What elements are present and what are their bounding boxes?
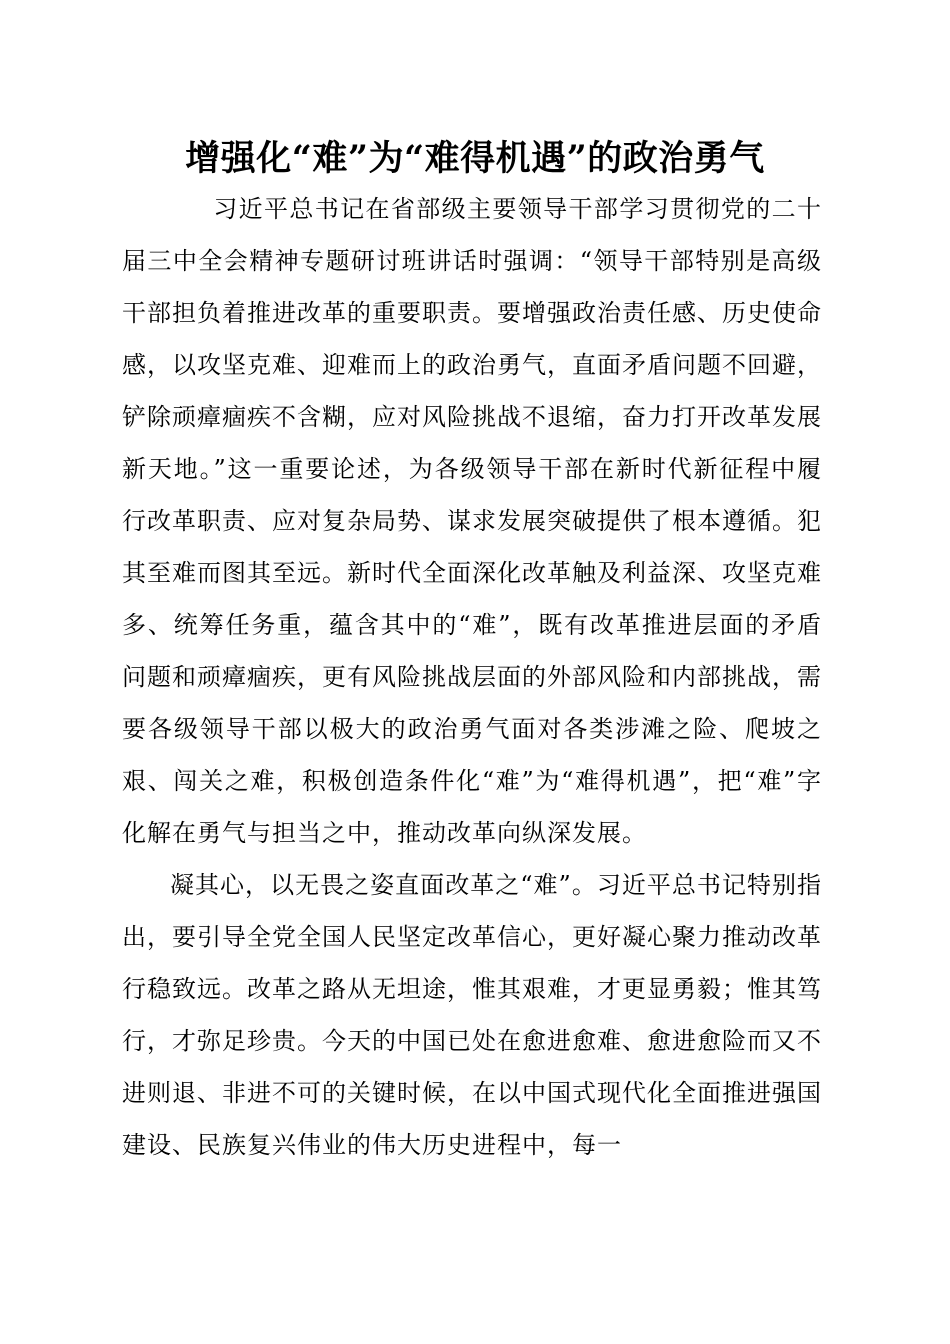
- document-body: [122, 183, 822, 1171]
- paragraph-2: 凝其心，以无畏之姿直面改革之“难”。习近平总书记特别指出，要引导全党全国人民坚定改革信心，更好凝心聚力推动改革行稳致远。改革之路从无坦途，惟其艰难，才更显勇毅；惟其笃行，才弥足珍贵。今天的中国已处在愈进愈难、愈进愈险而又不进则退、非进不可的关键时候，在以中国式现代化全面推进强国建设、民族复兴伟业的伟大历史进程中，每一: [122, 871, 822, 1159]
- document-title: 增强化“难”为“难得机遇”的政治勇气: [185, 138, 765, 179]
- paragraph-1: 习近平总书记在省部级主要领导干部学习贯彻党的二十届三中全会精神专题研讨班讲话时强调：“领导干部特别是高级干部担负着推进改革的重要职责。要增强政治责任感、历史使命感，以攻坚克难、迎难而上的政治勇气，直面矛盾问题不回避，铲除顽瘴痼疾不含糊，应对风险挑战不退缩，奋力打开改革发展新天地。”这一重要论述，为各级领导干部在新时代新征程中履行改革职责、应对复杂局势、谋求发展突破提供了根本遵循。犯其至难而图其至远。新时代全面深化改革触及利益深、攻坚克难多、统筹任务重，蕴含其中的“难”，既有改革推进层面的矛盾问题和顽瘴痼疾，更有风险挑战层面的外部风险和内部挑战，需要各级领导干部以极大的政治勇气面对各类涉滩之险、爬坡之艰、闯关之难，积极创造条件化“难”为“难得机遇”，把“难”字化解在勇气与担当之中，推动改革向纵深发展。: [122, 195, 822, 847]
